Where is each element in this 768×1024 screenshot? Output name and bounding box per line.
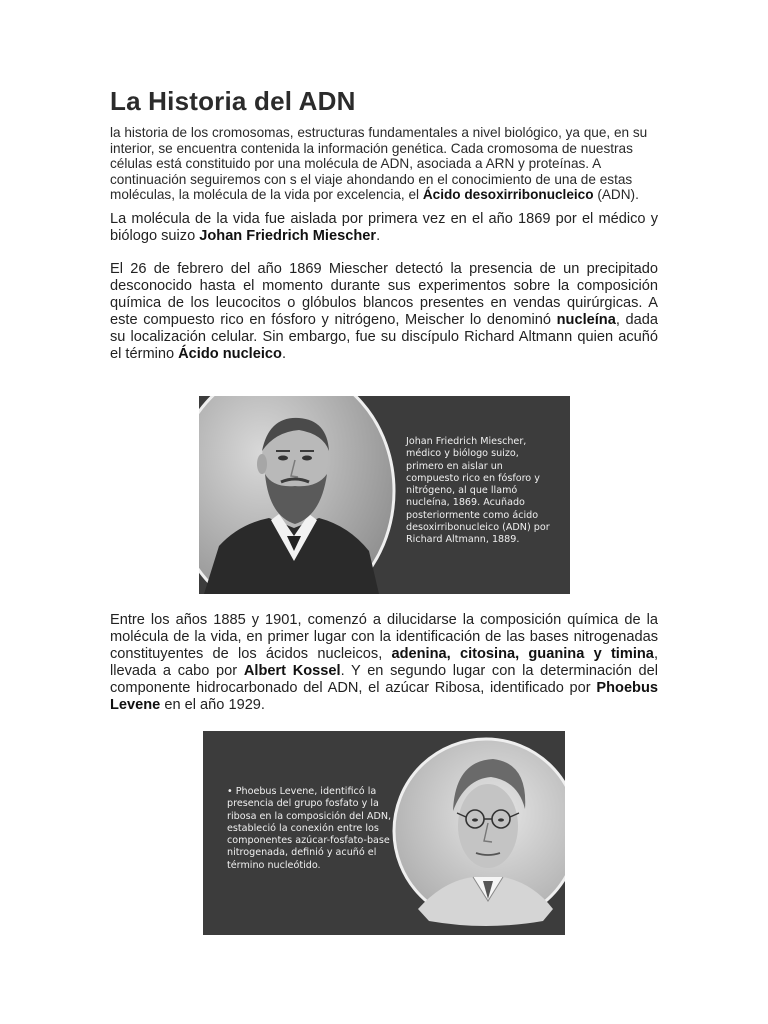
levene-caption: • Phoebus Levene, identificó la presencia del grupo fosfato y la ribosa en la composición del ADN, estableció la conexión entre los componentes azúcar-fosfato-base nitrogenada, definió y acuñó el término nucleótido. [227,786,392,871]
p3-text-3: . Y en segundo lugar con la determinación del componente hidrocarbonado del ADN, el azúcar Ribosa, identificado por [110,663,658,696]
p2-bold-1: nucleína [556,311,616,328]
p3-text-2: , llevada a cabo por [110,646,658,679]
intro-tail: (ADN). [593,187,639,203]
miescher-figure [199,396,570,594]
p3-bold-kossel: Albert Kossel [243,663,341,679]
p2-tail: . [281,345,286,362]
intro-paragraph [110,125,658,203]
p1-bold-name: Johan Friedrich Miescher [199,227,377,244]
page-title: La Historia del ADN [110,86,356,116]
p1-text: La molécula de la vida fue aislada por primera vez en el año 1869 por el médico y biólogo suizo [110,210,658,244]
p3-text-1: Entre los años 1885 y 1901, comenzó a dilucidarse la composición química de la molécula de la vida, en primer lugar con la identificación de las bases nitrogenadas constituyentes de los ácidos nucleicos, [110,612,658,662]
paragraph-2 [110,261,658,363]
p2-text-2: , dada su localización celular. Sin embargo, fue su discípulo Richard Altmann quien acuñó el término [110,311,658,362]
p3-bold-bases: adenina, citosina, guanina y timina [391,646,654,662]
miescher-caption: Johan Friedrich Miescher, médico y biólogo suizo, primero en aislar un compuesto rico en fósforo y nitrógeno, al que llamó nucleína, 1869. Acuñado posteriormente como ácido desoxirribonucleico (ADN) por Richard Altmann, 1889. [406,436,550,546]
p3-tail: en el año 1929. [160,697,265,713]
document-body [110,86,658,363]
intro-bold-term: Ácido desoxirribonucleico [422,187,594,203]
intro-text: la historia de los cromosomas, estructuras fundamentales a nivel biológico, ya que, en su interior, se encuentra contenida la información genética. Cada cromosoma de nuestras células está constituido por una molécula de ADN, asociada a ARN y proteínas. A continuación seguiremos con s el viaje ahondando en el conocimiento de una de estas moléculas, la molécula de la vida por excelencia, el [110,125,648,203]
p2-text-1: El 26 de febrero del año 1869 Miescher detectó la presencia de un precipitado desconocido hasta el momento durante sus experimentos sobre la composición química de los leucocitos o glóbulos blancos presentes en vendas quirúrgicas. A este compuesto rico en fósforo y nitrógeno, Meischer lo denominó [110,260,658,328]
p3-bold-levene: Phoebus Levene [110,680,658,713]
paragraph-1 [110,211,658,245]
paragraph-3 [110,612,658,714]
levene-figure [203,731,565,935]
p2-bold-2: Ácido nucleico [178,345,282,362]
p1-tail: . [376,227,381,244]
